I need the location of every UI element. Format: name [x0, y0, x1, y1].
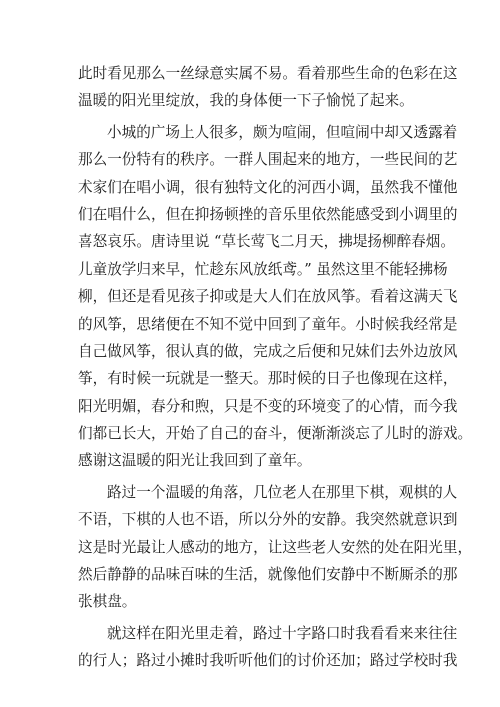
text-line: 术家们在唱小调，很有独特文化的河西小调，虽然我不懂他 [78, 178, 458, 196]
paragraph-3 [78, 479, 473, 616]
text-line: 小城的广场上人很多，颇为喧闹，但喧闹中却又透露着 [107, 123, 458, 141]
text-line: 的行人；路过小摊时我听听他们的讨价还加；路过学校时我 [78, 652, 458, 670]
text-line: 温暖的阳光里绽放，我的身体便一下子愉悦了起来。 [78, 92, 414, 110]
text-line: 们在唱什么，但在抑扬顿挫的音乐里依然能感受到小调里的 [78, 205, 458, 223]
text-line: 那么一份特有的秩序。一群人围起来的地方，一些民间的艺 [78, 151, 458, 169]
paragraph-1 [78, 60, 458, 115]
document-body [78, 60, 473, 675]
paragraph-4 [78, 620, 458, 675]
text-line: 路过一个温暖的角落，几位老人在那里下棋，观棋的人 [107, 483, 458, 501]
text-line: 自己做风筝，很认真的做，完成之后便和兄妹们去外边放风 [78, 342, 458, 360]
text-line: 不语，下棋的人也不语，所以分外的安静。我突然就意识到 [78, 511, 458, 529]
text-line: 喜怒哀乐。唐诗里说 “草长莺飞二月天，拂堤扬柳醉春烟。 [78, 233, 455, 251]
text-line: 就这样在阳光里走着，路过十字路口时我看看来来往往 [107, 624, 458, 642]
text-line: 然后静静的品味百味的生活，就像他们安静中不断厮杀的那 [78, 566, 458, 584]
text-line: 感谢这温暖的阳光让我回到了童年。 [78, 452, 312, 470]
text-line: 筝，有时候一玩就是一整天。那时候的日子也像现在这样， [78, 370, 458, 388]
paragraph-2 [78, 119, 473, 475]
text-line: 们都已长大，开始了自己的奋斗，便渐渐淡忘了儿时的游戏。 [78, 425, 473, 443]
text-line: 张棋盘。 [78, 593, 137, 611]
text-line: 的风筝，思绪便在不知不觉中回到了童年。小时候我经常是 [78, 315, 458, 333]
text-line: 阳光明媚，春分和煦，只是不变的环境变了的心情，而今我 [78, 397, 458, 415]
text-line: 这是时光最让人感动的地方，让这些老人安然的处在阳光里， [78, 538, 473, 556]
text-line: 柳，但还是看见孩子抑或是大人们在放风筝。看着这满天飞 [78, 288, 458, 306]
text-line: 儿童放学归来早，忙趁东风放纸鸢。” 虽然这里不能轻拂杨 [78, 260, 448, 278]
text-line: 此时看见那么一丝绿意实属不易。看着那些生命的色彩在这 [78, 65, 458, 82]
